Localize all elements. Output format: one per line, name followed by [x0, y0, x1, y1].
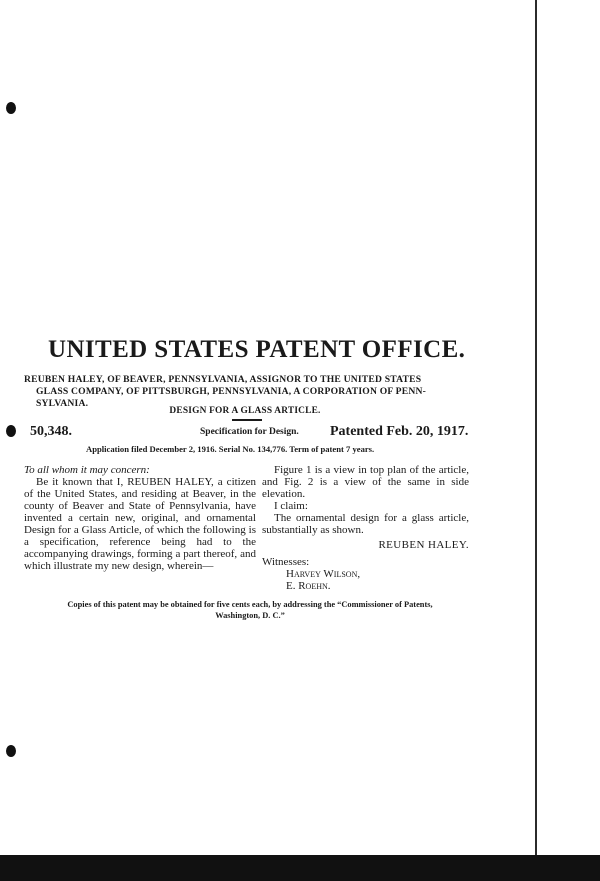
inventor-signature: REUBEN HALEY. [378, 539, 469, 551]
body-paragraph: Be it known that I, REUBEN HALEY, a citizen of the United States, and residing at Beaver, in the county of Beaver and State of Pennsylvania, have invented a certain new, original, and ornamental Design for a Glass Article, of which the following is a specification, reference being had to the accompanying drawings, forming a part thereof, and which illustrate my new design, wherein— [24, 476, 256, 572]
assignment-line-2: GLASS COMPANY, OF PITTSBURGH, PENNSYLVANIA, A CORPORATION OF PENN- [36, 386, 426, 397]
punch-hole-bottom [6, 745, 16, 757]
spec-label: Specification for Design. [200, 427, 299, 437]
scan-margin-right [535, 0, 600, 881]
copies-note [30, 599, 470, 621]
application-line: Application filed December 2, 1916. Serial No. 134,776. Term of patent 7 years. [86, 444, 375, 454]
salutation: To all whom it may concern: [24, 464, 150, 476]
figures-paragraph: Figure 1 is a view in top plan of the article, and Fig. 2 is a view of the same in side elevation. [262, 464, 469, 500]
punch-hole-middle [6, 425, 16, 437]
witness-1: Harvey Wilson, [286, 568, 361, 580]
witnesses-label: Witnesses: [262, 556, 310, 568]
patent-number: 50,348. [30, 424, 72, 439]
right-column [262, 464, 469, 592]
assignment-line-3: SYLVANIA. [36, 398, 89, 409]
punch-hole-top [6, 102, 16, 114]
copies-note-line-1: Copies of this patent may be obtained for five cents each, by addressing the “Commissioner of Patents, [67, 600, 433, 609]
design-title: DESIGN FOR A GLASS ARTICLE. [169, 406, 321, 416]
copies-note-line-2: Washington, D. C.” [215, 611, 285, 620]
claim-text: The ornamental design for a glass article, substantially as shown. [262, 512, 469, 536]
claim-label: I claim: [274, 500, 308, 512]
left-column [24, 464, 256, 572]
assignment-line-1: REUBEN HALEY, OF BEAVER, PENNSYLVANIA, ASSIGNOR TO THE UNITED STATES [24, 374, 422, 385]
assignment-block [24, 374, 494, 410]
scan-margin-bottom [0, 855, 600, 881]
patent-date: Patented Feb. 20, 1917. [330, 424, 469, 439]
witness-2: E. Roehn. [286, 580, 331, 592]
title-rule [232, 419, 262, 421]
office-title: UNITED STATES PATENT OFFICE. [48, 336, 466, 363]
